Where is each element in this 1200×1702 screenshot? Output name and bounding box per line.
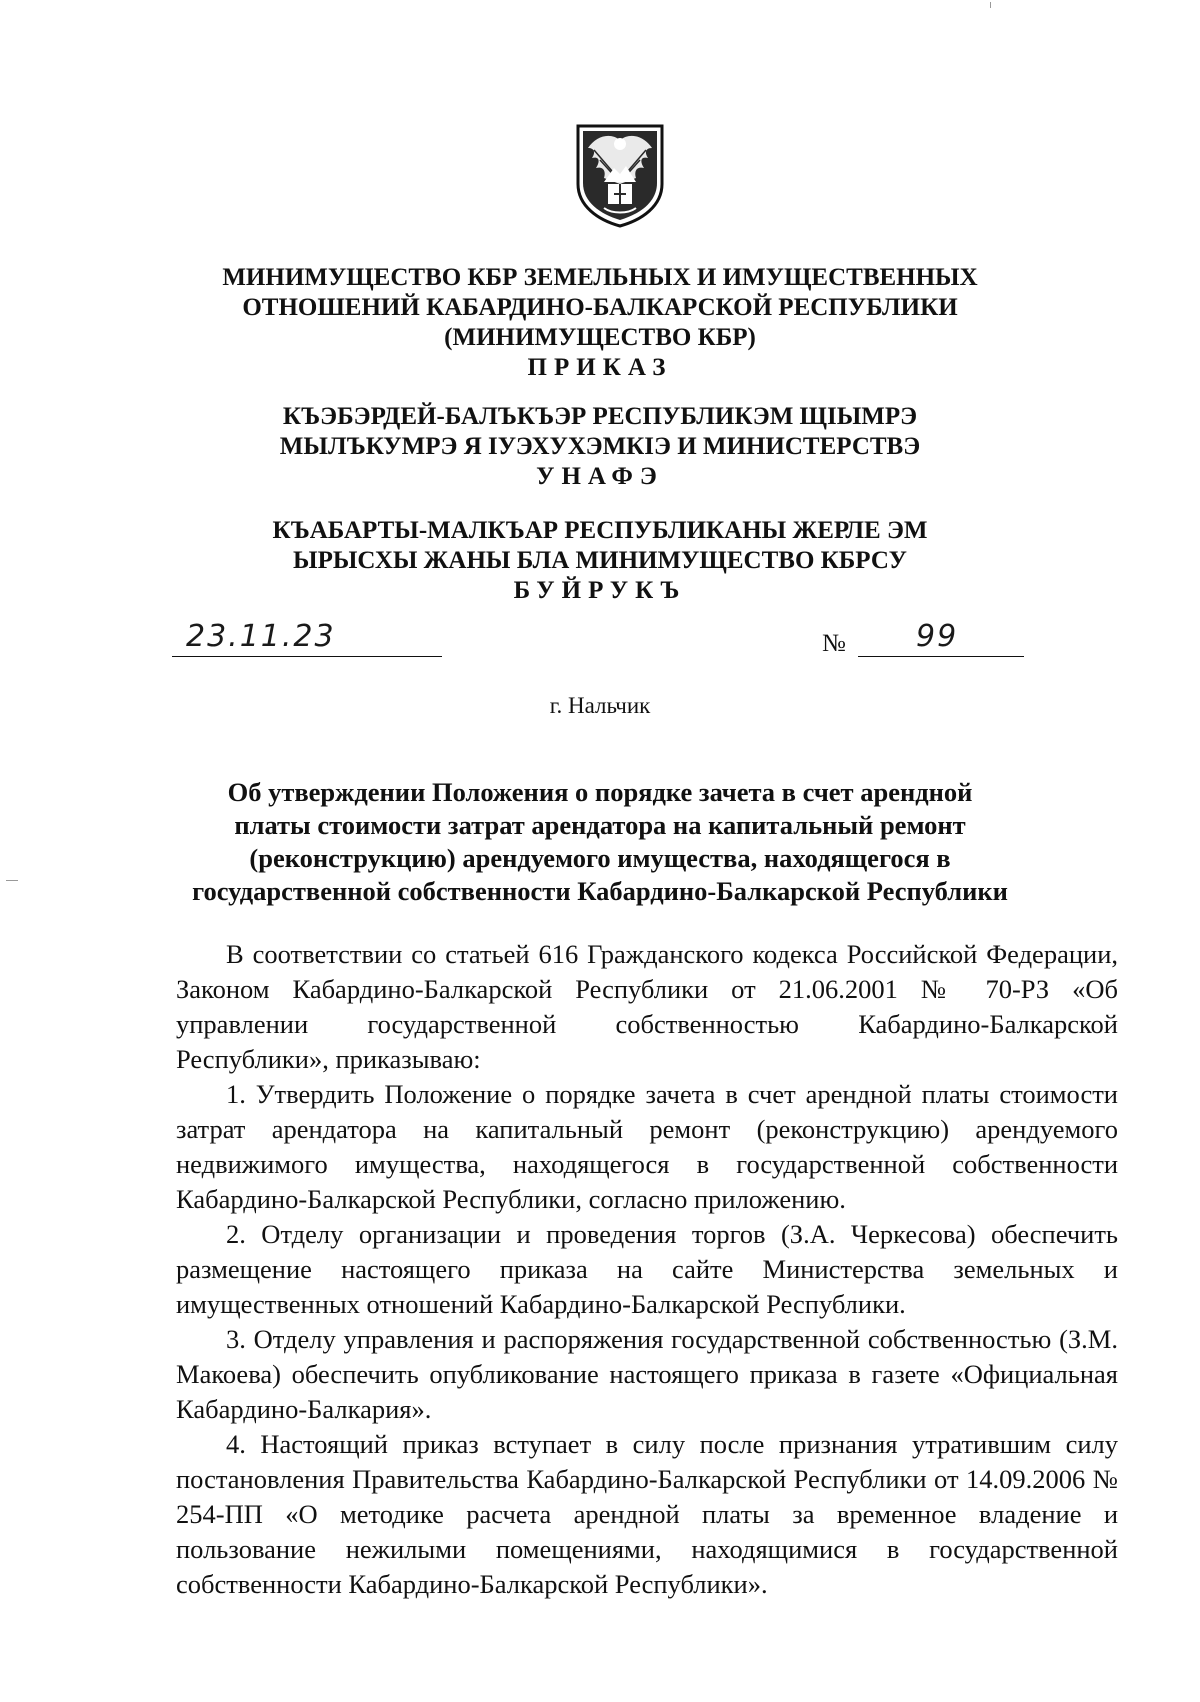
body-item-4: 4. Настоящий приказ вступает в силу после признания утратившим силу постановления Правительства Кабардино-Балкарской Республики от 14.09.2006 № 254-ПП «О методике расчета арендной платы за временное владение и пользование нежилыми помещениями, находящимися в государственной собственности Кабардино-Балкарской Республики».	[176, 1429, 1118, 1599]
header-kbd-line1: КЪЭБЭРДЕЙ-БАЛЪКЪЭР РЕСПУБЛИКЭМ ЩIЫМРЭ	[282, 403, 918, 430]
header-krc-line1: КЪАБАРТЫ-МАЛКЪАР РЕСПУБЛИКАНЫ ЖЕРЛЕ ЭМ	[272, 517, 928, 544]
title-line4: государственной собственности Кабардино-Балкарской Республики	[192, 876, 1008, 906]
city: г. Нальчик	[549, 693, 651, 718]
title-line1: Об утверждении Положения о порядке зачета в счет арендной	[227, 777, 973, 807]
header-krc	[150, 516, 1050, 606]
date-field	[172, 618, 442, 657]
header-ru-line3: (МИНИМУЩЕСТВО КБР)	[444, 324, 756, 351]
document-title	[170, 776, 1030, 908]
number-label: №	[822, 630, 846, 657]
title-line2: платы стоимости затрат арендатора на капитальный ремонт	[234, 810, 966, 840]
header-ru	[150, 263, 1050, 383]
header-kbd-line2: МЫЛЪКУМРЭ Я IУЭХУХЭМКIЭ И МИНИСТЕРСТВЭ	[279, 433, 921, 460]
header-ru-line1: МИНИМУЩЕСТВО КБР ЗЕМЕЛЬНЫХ И ИМУЩЕСТВЕННЫХ	[222, 264, 978, 291]
header-krc-line2: ЫРЫСХЫ ЖАНЫ БЛА МИНИМУЩЕСТВО КБРСУ	[293, 547, 907, 574]
handwritten-date: 23.11.23	[186, 619, 336, 654]
document-body	[176, 937, 1118, 1602]
header-kbd	[150, 402, 1050, 492]
doc-type-kbd: УНАФЭ	[536, 463, 664, 490]
body-item-2: 2. Отделу организации и проведения торгов (З.А. Черкесова) обеспечить размещение настоящего приказа на сайте Министерства земельных и имущественных отношений Кабардино-Балкарской Республики.	[176, 1219, 1118, 1319]
doc-type-ru: ПРИКАЗ	[527, 354, 673, 381]
handwritten-number: 99	[916, 619, 959, 654]
header-ru-line2: ОТНОШЕНИЙ КАБАРДИНО-БАЛКАРСКОЙ РЕСПУБЛИКИ	[242, 294, 958, 321]
coat-of-arms-emblem	[574, 122, 666, 228]
title-line3: (реконструкцию) арендуемого имущества, находящегося в	[249, 843, 951, 873]
body-preamble: В соответствии со статьей 616 Гражданского кодекса Российской Федерации, Законом Кабардино-Балкарской Республики от 21.06.2001 № 70-РЗ «Об управлении государственной собственностью Кабардино-Балкарской Республики», приказываю:	[176, 939, 1118, 1074]
scan-artifact	[990, 2, 991, 8]
body-item-1: 1. Утвердить Положение о порядке зачета в счет арендной платы стоимости затрат арендатора на капитальный ремонт (реконструкцию) арендуемого недвижимого имущества, находящегося в государственной собственности Кабардино-Балкарской Республики, согласно приложению.	[176, 1079, 1118, 1214]
scan-artifact	[6, 880, 18, 881]
body-item-3: 3. Отделу управления и распоряжения государственной собственностью (З.М. Макоева) обеспечить опубликование настоящего приказа в газете «Официальная Кабардино-Балкария».	[176, 1324, 1118, 1424]
number-field	[858, 618, 1024, 657]
doc-type-krc: БУЙРУКЪ	[513, 577, 687, 604]
